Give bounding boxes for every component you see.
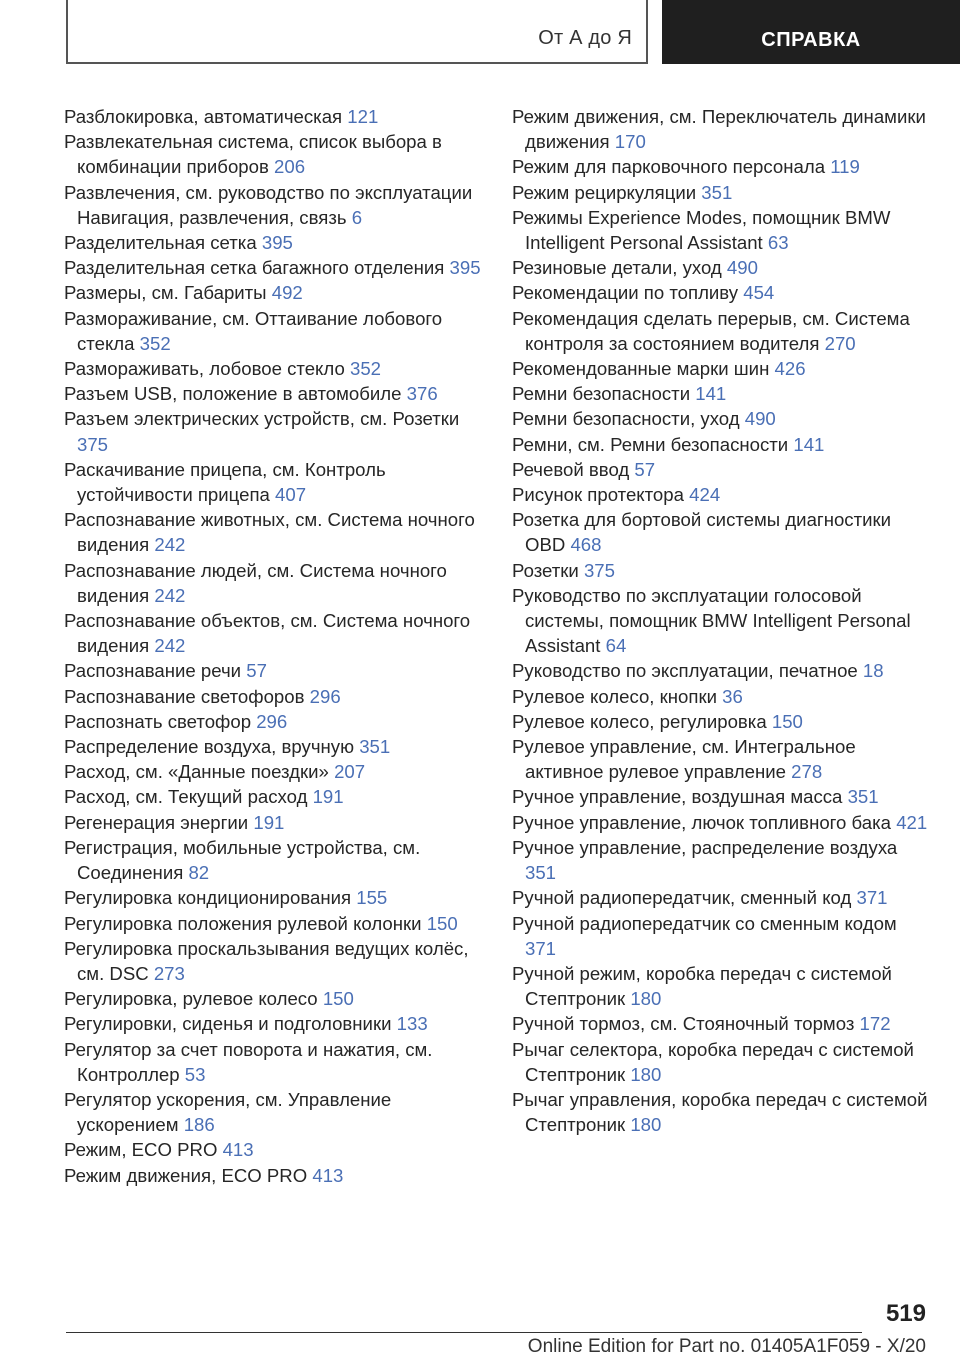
index-entry [64,835,484,885]
index-entry [512,885,932,910]
index-entry [512,306,932,356]
index-entry [64,1163,484,1188]
index-term: Регулировка, рулевое колесо [64,988,318,1010]
index-entry [64,180,484,230]
index-term: Режим, ECO PRO [64,1139,218,1161]
page-reference-link[interactable]: 296 [309,685,341,707]
page-reference-link[interactable]: 18 [862,660,884,682]
index-term: Рычаг селектора, коробка передач с системой Стептроник [512,1038,914,1085]
index-entry [512,432,932,457]
page-reference-link[interactable]: 352 [349,358,382,380]
index-entry [64,558,484,608]
page-reference-link[interactable]: 490 [726,257,758,279]
index-term: Ремни безопасности [512,383,691,405]
index-term: Размораживание, см. Оттаивание лобового стекла [64,307,443,354]
index-term: Распределение воздуха, вручную [64,736,355,758]
page-reference-link[interactable]: 180 [630,1063,662,1085]
index-term: Регулировка кондиционирования [64,887,352,909]
index-entry [64,457,484,507]
index-entry [512,684,932,709]
index-term: Ручное управление, воздушная масса [512,786,843,808]
index-entry [64,280,484,305]
index-entry [64,684,484,709]
page-reference-link[interactable]: 141 [793,433,825,455]
page-reference-link[interactable]: 426 [774,358,806,380]
index-entry [64,810,484,835]
index-term: Рулевое управление, см. Интегральное активное рулевое управление [512,736,856,783]
page-reference-link[interactable]: 490 [744,408,776,430]
page-reference-link[interactable]: 375 [583,559,615,581]
chapter-tab [662,0,960,64]
page-reference-link[interactable]: 371 [525,937,557,959]
index-term: Размораживать, лобовое стекло [64,358,345,380]
index-entry [512,482,932,507]
index-term: Режим для парковочного персонала [512,156,826,178]
index-entry [64,885,484,910]
index-entry [64,104,484,129]
index-term: Разъем электрических устройств, см. Розетки [64,408,460,430]
index-term: Распознавание объектов, см. Система ночного видения [64,610,471,657]
page-reference-link[interactable]: 170 [614,131,646,153]
index-entry [512,406,932,431]
page-reference-link[interactable]: 395 [449,257,481,279]
page-reference-link[interactable]: 180 [630,988,662,1010]
page-reference-link[interactable]: 141 [695,383,727,405]
index-term: Рулевое колесо, регулировка [512,710,767,732]
index-term: Регулировки, сиденья и подголовники [64,1013,392,1035]
index-entry [64,759,484,784]
index-term: Ручное управление, распределение воздуха [512,836,898,858]
page-reference-link[interactable]: 57 [246,660,267,682]
index-term: Рисунок протектора [512,484,684,506]
chapter-title: СПРАВКА [761,29,861,51]
index-term: Резиновые детали, уход [512,257,722,279]
page-reference-link[interactable]: 242 [154,635,186,657]
page-reference-link[interactable]: 413 [312,1164,344,1186]
page-reference-link[interactable]: 395 [261,232,293,254]
index-entry [512,280,932,305]
page-reference-link[interactable]: 468 [570,534,602,556]
index-entry [64,507,484,557]
index-entry [64,608,484,658]
index-entry [512,1037,932,1087]
page-reference-link[interactable]: 36 [722,685,743,707]
index-entry [512,558,932,583]
index-term: Регулятор за счет поворота и нажатия, см. Контроллер [64,1038,433,1085]
page-reference-link[interactable]: 375 [77,433,109,455]
index-entry [64,230,484,255]
section-title: От А до Я [538,27,632,49]
page-reference-link[interactable]: 121 [347,106,379,127]
index-term: Ручной режим, коробка передач с системой Стептроник [512,962,892,1010]
index-entry [512,1011,932,1036]
index-entry [64,734,484,759]
page-reference-link[interactable]: 207 [334,761,366,783]
index-term: Руководство по эксплуатации голосовой системы, помощник BMW Intelligent Personal Assistant [512,584,911,657]
index-term: Распознать светофор [64,710,252,732]
index-column-left [64,104,484,1188]
index-term: Регенерация энергии [64,811,249,833]
index-term: Рычаг управления, коробка передач с системой Стептроник [512,1088,928,1136]
page-reference-link[interactable]: 351 [847,786,879,808]
index-term: Развлечения, см. руководство по эксплуатации Навигация, развлечения, связь [64,181,473,228]
index-entry [64,255,484,280]
index-term: Регистрация, мобильные устройства, см. Соединения [64,836,421,884]
page-reference-link[interactable]: 351 [359,736,391,758]
index-term: Распознавание людей, см. Система ночного видения [64,559,447,606]
page-reference-link[interactable]: 150 [771,710,803,732]
index-entry [64,1011,484,1036]
footer-edition: Online Edition for Part no. 01405A1F059 - X/20 [527,1336,926,1357]
index-entry [512,835,932,885]
index-entry [64,1037,484,1087]
index-term: Развлекательная система, список выбора в комбинации приборов [64,131,442,178]
page-reference-link[interactable]: 53 [184,1063,206,1085]
index-term: Рекомендованные марки шин [512,358,770,380]
footer-divider [66,1332,862,1333]
page-number: 519 [885,1300,926,1327]
index-term: Разъем USB, положение в автомобиле [64,383,402,405]
page-reference-link[interactable]: 270 [824,332,856,354]
index-entry [512,255,932,280]
index-term: Розетка для бортовой системы диагностики OBD [512,509,892,556]
page-reference-link[interactable]: 150 [322,988,354,1010]
index-term: Рекомендация сделать перерыв, см. Система контроля за состоянием водителя [512,307,910,354]
index-entry [64,306,484,356]
page-reference-link[interactable]: 191 [312,786,344,808]
page-reference-link[interactable]: 421 [896,811,928,833]
index-entry [64,129,484,179]
index-term: Раскачивание прицепа, см. Контроль устойчивости прицепа [64,458,386,506]
index-entry [512,205,932,255]
index-entry [64,356,484,381]
index-term: Регулировка проскальзывания ведущих колёс, см. DSC [64,937,469,984]
index-entry [512,507,932,557]
page-reference-link[interactable]: 155 [356,887,388,909]
index-term: Ручной радиопередатчик, сменный код [512,887,852,909]
index-entry [512,381,932,406]
index-entry [512,104,932,154]
index-entry [512,709,932,734]
page-reference-link[interactable]: 64 [605,635,627,657]
index-column-right [512,104,932,1137]
index-term: Регулировка положения рулевой колонки [64,912,422,934]
index-term: Режим рециркуляции [512,181,697,203]
page-reference-link[interactable]: 376 [406,383,438,405]
page-reference-link[interactable]: 172 [859,1013,891,1035]
index-entry [512,583,932,659]
index-term: Розетки [512,559,579,581]
index-entry [512,1087,932,1137]
index-entry [64,658,484,683]
page-reference-link[interactable]: 492 [271,282,303,304]
index-term: Ремни безопасности, уход [512,408,740,430]
index-term: Расход, см. Текущий расход [64,786,308,808]
page-reference-link[interactable]: 82 [188,862,210,884]
page-reference-link[interactable]: 278 [791,761,823,783]
index-entry [64,784,484,809]
index-term: Руководство по эксплуатации, печатное [512,660,858,682]
page-reference-link[interactable]: 296 [256,710,288,732]
index-term: Режимы Experience Modes, помощник BMW Intelligent Personal Assistant [512,206,891,254]
index-term: Расход, см. «Данные поездки» [64,761,329,783]
index-term: Речевой ввод [512,458,630,480]
index-term: Режим движения, ECO PRO [64,1164,308,1186]
index-entry [64,1137,484,1162]
index-term: Рулевое колесо, кнопки [512,685,717,707]
page-reference-link[interactable]: 206 [274,156,306,178]
page-reference-link[interactable]: 407 [275,484,307,506]
index-entry [512,810,932,835]
index-term: Ручное управление, лючок топливного бака [512,811,892,833]
index-term: Ручной радиопередатчик со сменным кодом [512,912,897,934]
page-reference-link[interactable]: 454 [743,282,775,304]
index-entry [512,180,932,205]
page-reference-link[interactable]: 352 [139,332,171,354]
index-entry [512,784,932,809]
page-reference-link[interactable]: 63 [767,232,789,254]
index-entry [64,1087,484,1137]
index-term: Распознавание речи [64,660,242,682]
index-term: Разблокировка, автоматическая [64,106,343,127]
page-reference-link[interactable]: 191 [253,811,285,833]
page-reference-link[interactable]: 351 [701,181,733,203]
index-entry [512,961,932,1011]
index-entry [512,457,932,482]
index-entry [512,658,932,683]
index-term: Ремни, см. Ремни безопасности [512,433,789,455]
index-term: Регулятор ускорения, см. Управление ускорением [64,1088,392,1136]
page-reference-link[interactable]: 180 [630,1114,662,1136]
section-tab [66,0,648,64]
page-reference-link[interactable]: 424 [689,484,721,506]
page-reference-link[interactable]: 119 [830,156,860,178]
index-entry [64,709,484,734]
page-reference-link[interactable]: 6 [351,206,363,228]
page-reference-link[interactable]: 133 [396,1013,428,1035]
index-entry [64,406,484,456]
index-entry [512,356,932,381]
page-reference-link[interactable]: 150 [426,912,458,934]
page-reference-link[interactable]: 57 [634,458,656,480]
index-term: Размеры, см. Габариты [64,282,267,304]
index-term: Распознавание животных, см. Система ночного видения [64,509,475,556]
page-reference-link[interactable]: 413 [222,1139,254,1161]
index-entry [512,734,932,784]
index-term: Рекомендации по топливу [512,282,739,304]
page-reference-link[interactable]: 186 [183,1114,215,1136]
index-entry [64,911,484,936]
page-reference-link[interactable]: 273 [153,962,185,984]
index-term: Ручной тормоз, см. Стояночный тормоз [512,1013,855,1035]
index-entry [64,986,484,1011]
index-entry [512,911,932,961]
index-term: Режим движения, см. Переключатель динамики движения [512,106,926,153]
index-term: Разделительная сетка [64,232,257,254]
index-entry [64,936,484,986]
index-term: Разделительная сетка багажного отделения [64,257,445,279]
index-term: Распознавание светофоров [64,685,305,707]
page-reference-link[interactable]: 371 [856,887,888,909]
page-reference-link[interactable]: 242 [154,584,186,606]
page-reference-link[interactable]: 351 [525,862,557,884]
index-entry [64,381,484,406]
index-entry [512,154,932,179]
page-reference-link[interactable]: 242 [154,534,186,556]
